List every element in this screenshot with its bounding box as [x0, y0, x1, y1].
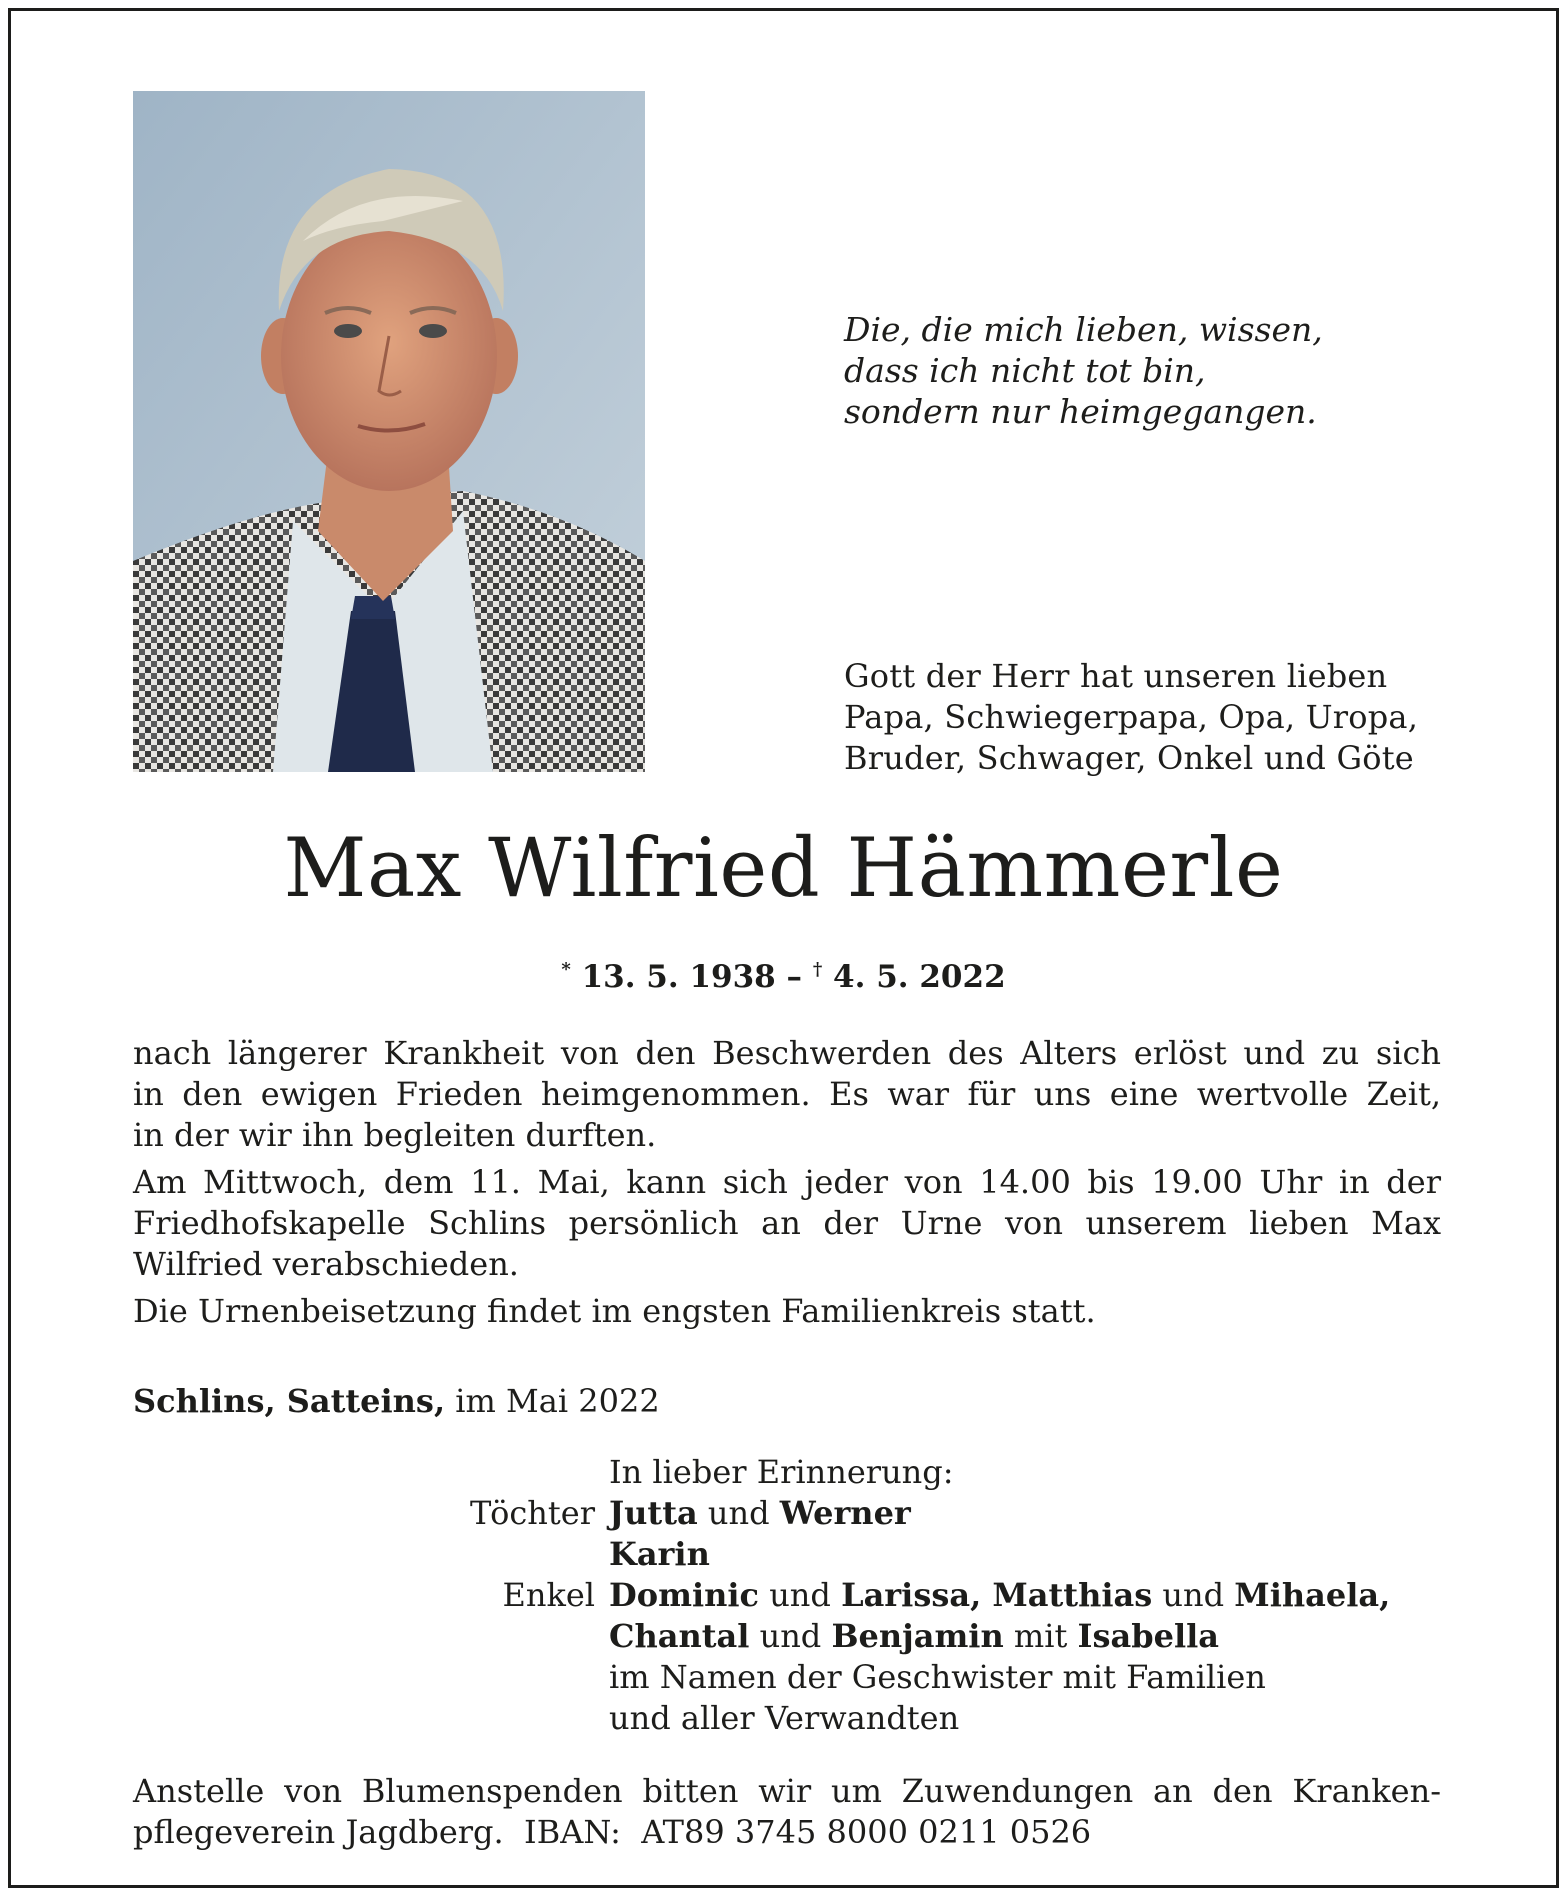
- body-line: in den ewigen Frieden heimgenommen. Es war für uns eine wertvolle Zeit,: [133, 1075, 1441, 1113]
- daughters-label: Töchter: [470, 1494, 595, 1532]
- siblings-row: [391, 1657, 1451, 1698]
- body-line: Wilfried verabschieden.: [133, 1245, 519, 1283]
- paragraph-passing: [133, 1033, 1441, 1156]
- donation-note: [133, 1771, 1441, 1853]
- towns: Schlins, Satteins,: [133, 1382, 446, 1420]
- relatives-text: und aller Verwandten: [609, 1699, 960, 1737]
- announcement-body: [133, 1033, 1441, 1338]
- donation-line: Anstelle von Blumenspenden bitten wir um Zuwendungen an den Kranken-: [133, 1772, 1441, 1810]
- intro-text: [844, 656, 1444, 779]
- life-dates: [11, 950, 1556, 997]
- motto-line: dass ich nicht tot bin,: [844, 351, 1206, 390]
- death-symbol: †: [812, 959, 823, 980]
- mourner-name: Isabella: [1077, 1617, 1219, 1655]
- mourners-heading: In lieber Erinnerung:: [609, 1453, 954, 1491]
- mourner-name: Dominic: [609, 1576, 760, 1614]
- motto-line: sondern nur heimgegangen.: [844, 392, 1317, 431]
- death-date: 4. 5. 2022: [833, 959, 1006, 995]
- body-line: in der wir ihn begleiten durften.: [133, 1116, 657, 1154]
- birth-date: 13. 5. 1938: [581, 959, 776, 995]
- portrait-illustration: [133, 91, 645, 772]
- place-date: [133, 1381, 660, 1422]
- intro-line: Gott der Herr hat unseren lieben: [844, 657, 1388, 695]
- intro-line: Papa, Schwiegerpapa, Opa, Uropa,: [844, 698, 1419, 736]
- mourners-list: [391, 1452, 1451, 1739]
- portrait-photo: [133, 91, 645, 772]
- mourners-heading-row: [391, 1452, 1451, 1493]
- siblings-text: im Namen der Geschwister mit Familien: [609, 1658, 1266, 1696]
- paragraph-farewell: [133, 1162, 1441, 1285]
- grandchildren-row-2: [391, 1616, 1451, 1657]
- date-separator: –: [786, 959, 803, 995]
- mourner-name: Werner: [779, 1494, 911, 1532]
- daughters-row-2: [391, 1534, 1451, 1575]
- motto-quote: [844, 309, 1464, 432]
- daughters-row: [391, 1493, 1451, 1534]
- birth-symbol: *: [561, 959, 571, 980]
- body-line: Am Mittwoch, dem 11. Mai, kann sich jeder von 14.00 bis 19.00 Uhr in der: [133, 1163, 1441, 1201]
- motto-line: Die, die mich lieben, wissen,: [844, 310, 1323, 349]
- deceased-name: Max Wilfried Hämmerle: [283, 822, 1284, 916]
- mourner-name: Mihaela,: [1234, 1576, 1391, 1614]
- mourner-name: Karin: [609, 1535, 710, 1573]
- month-year: im Mai 2022: [455, 1382, 660, 1420]
- obituary-page: [8, 8, 1559, 1888]
- mourner-name: Jutta: [609, 1494, 698, 1532]
- conjunction: und: [759, 1617, 822, 1655]
- grandchildren-label: Enkel: [502, 1576, 595, 1614]
- mourner-name: Larissa, Matthias: [841, 1576, 1153, 1614]
- paragraph-burial: Die Urnenbeisetzung findet im engsten Familienkreis statt.: [133, 1292, 1096, 1330]
- conjunction: und: [769, 1576, 831, 1614]
- conjunction: mit: [1013, 1617, 1068, 1655]
- donation-iban-line: pflegeverein Jagdberg. IBAN: AT89 3745 8000 0211 0526: [133, 1813, 1092, 1851]
- intro-line: Bruder, Schwager, Onkel und Göte: [844, 739, 1414, 777]
- conjunction: und: [1162, 1576, 1225, 1614]
- grandchildren-row: [391, 1575, 1451, 1616]
- mourner-name: Benjamin: [831, 1617, 1004, 1655]
- relatives-row: [391, 1698, 1451, 1739]
- conjunction: und: [707, 1494, 770, 1532]
- body-line: Friedhofskapelle Schlins persönlich an der Urne von unserem lieben Max: [133, 1204, 1441, 1242]
- body-line: nach längerer Krankheit von den Beschwerden des Alters erlöst und zu sich: [133, 1034, 1441, 1072]
- mourner-name: Chantal: [609, 1617, 750, 1655]
